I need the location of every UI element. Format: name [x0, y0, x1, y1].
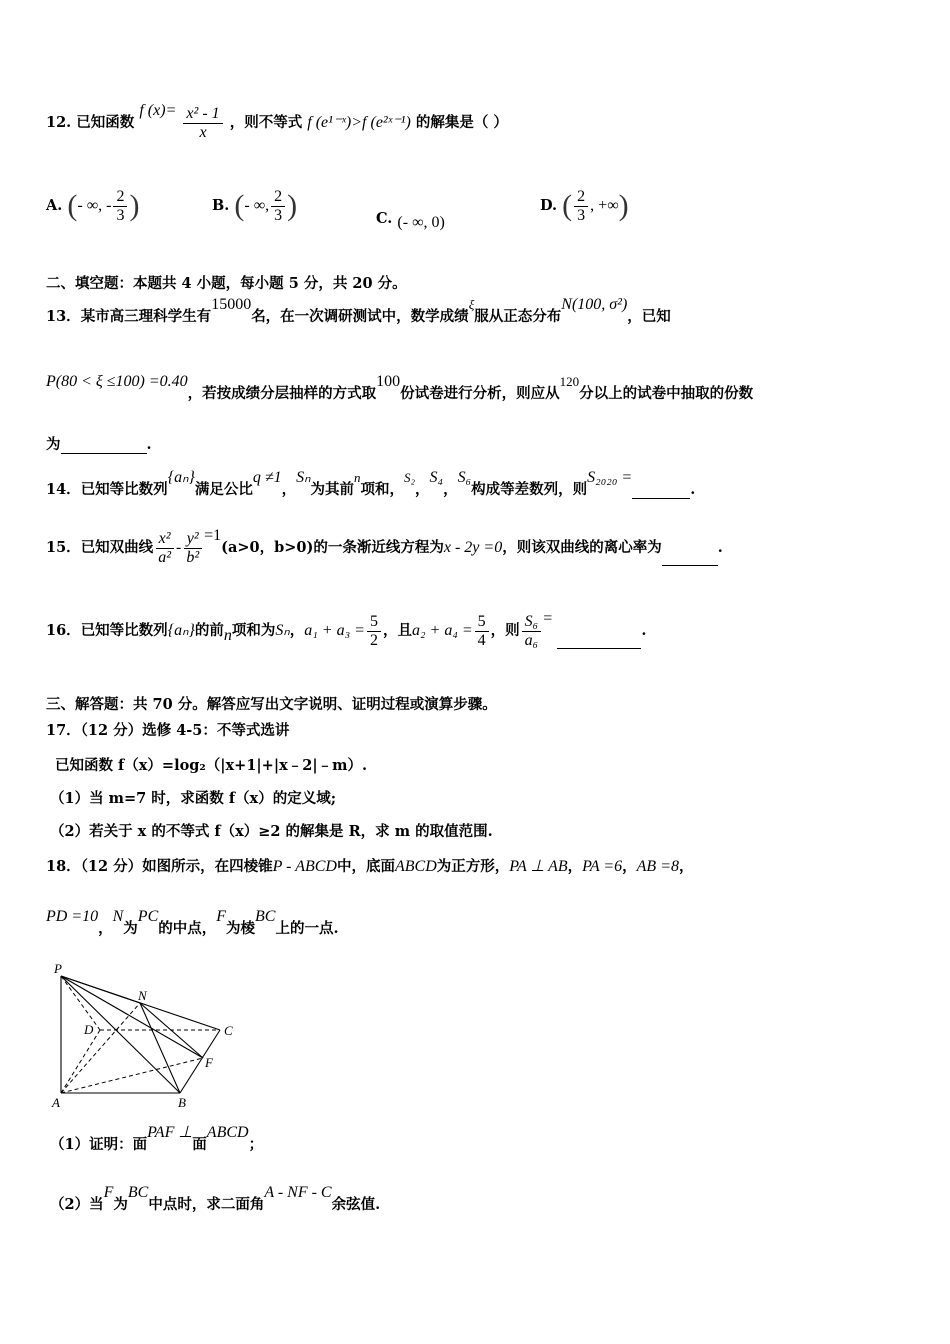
- label-b: B: [178, 1095, 186, 1110]
- q17-line-2: （1）当 m=7 时，求函数 f（x）的定义域;: [50, 790, 337, 807]
- q12-option-d: D. ( $\frac{2}{3}$ , +∞): [540, 188, 629, 224]
- q12-option-c: C. (- ∞, 0): [376, 210, 445, 231]
- q12-option-a: A. (- ∞, - $\frac{2}{3}$ ): [46, 188, 140, 224]
- q18-part-1: （1）证明：面PAF ⊥面ABCD；: [50, 1124, 264, 1153]
- section-2-heading: 二、填空题：本题共 4 小题，每小题 5 分，共 20 分。: [46, 275, 407, 292]
- q18-part-2: （2）当F为BC中点时，求二面角A - NF - C余弦值.: [50, 1184, 381, 1213]
- q18-line-2: PD =10，N为PC的中点，F为棱BC上的一点.: [46, 908, 339, 937]
- q16-answer-blank[interactable]: [557, 634, 641, 649]
- q14-answer-blank[interactable]: [632, 484, 690, 499]
- label-d: D: [84, 1022, 94, 1037]
- q18-line-1: 18．（12 分）如图所示，在四棱锥P - ABCD中，底面ABCD为正方形，PA ⊥ AB，PA =6，AB =8，: [46, 858, 694, 875]
- q17-heading: 17．（12 分）选修 4-5：不等式选讲: [46, 722, 290, 739]
- q12-line: 12. 已知函数 f (x)= $\frac{\text{x² - 1}}{x}$ ，则不等式 f (e¹⁻ˣ)>f (e²ˣ⁻¹) 的解集是（ ）: [46, 102, 508, 141]
- label-f: F: [205, 1055, 213, 1070]
- q13-line-1: 13．某市高三理科学生有15000名，在一次调研测试中，数学成绩ξ服从正态分布N(100, σ²)，已知: [46, 296, 671, 325]
- label-c: C: [224, 1023, 233, 1038]
- q16-line: 16．已知等比数列{aₙ}的前n项和为Sₙ，a₁ + a₃ = $\frac{5}{2}$ ，且a₂ + a₄ = $\frac{5}{4}$ ，则 $\frac{\text{S₆}}{\text{a₆}}$ = .: [46, 610, 647, 649]
- q13-line-2: P(80 < ξ ≤100) =0.40，若按成绩分层抽样的方式取100份试卷进行分析，则应从120分以上的试卷中抽取的份数: [46, 373, 754, 402]
- q17-line-1: 已知函数 f（x）=log₂（|x+1|+|x﹣2|﹣m）.: [55, 757, 368, 774]
- q15-answer-blank[interactable]: [662, 551, 718, 566]
- q15-line: 15．已知双曲线 $\frac{\text{x²}}{\text{a²}}$ - $\frac{\text{y²}}{\text{b²}}$ =1(a>0，b>0)的一条渐近线方程为x - 2y =0，则该双曲线的离心率为 .: [46, 527, 723, 566]
- label-n: N: [138, 988, 147, 1003]
- label-a: A: [52, 1095, 60, 1110]
- q14-line: 14．已知等比数列{aₙ}满足公比q ≠1，Sₙ为其前n项和，S₂，S₄，S₆构成等差数列，则S₂₀₂₀ =.: [46, 469, 696, 498]
- q12-option-b: B. (- ∞, $\frac{2}{3}$ ): [212, 188, 298, 224]
- section-3-heading: 三、解答题：共 70 分。解答应写出文字说明、证明过程或演算步骤。: [46, 696, 497, 713]
- q12-fraction: $\frac{\text{x² - 1}}{x}$: [183, 105, 222, 141]
- q17-line-3: （2）若关于 x 的不等式 f（x）≥2 的解集是 R，求 m 的取值范围.: [50, 823, 493, 840]
- pyramid-figure: [48, 958, 248, 1113]
- q13-line-3: 为 .: [46, 436, 152, 453]
- label-p: P: [54, 961, 62, 976]
- q13-answer-blank[interactable]: [61, 439, 147, 454]
